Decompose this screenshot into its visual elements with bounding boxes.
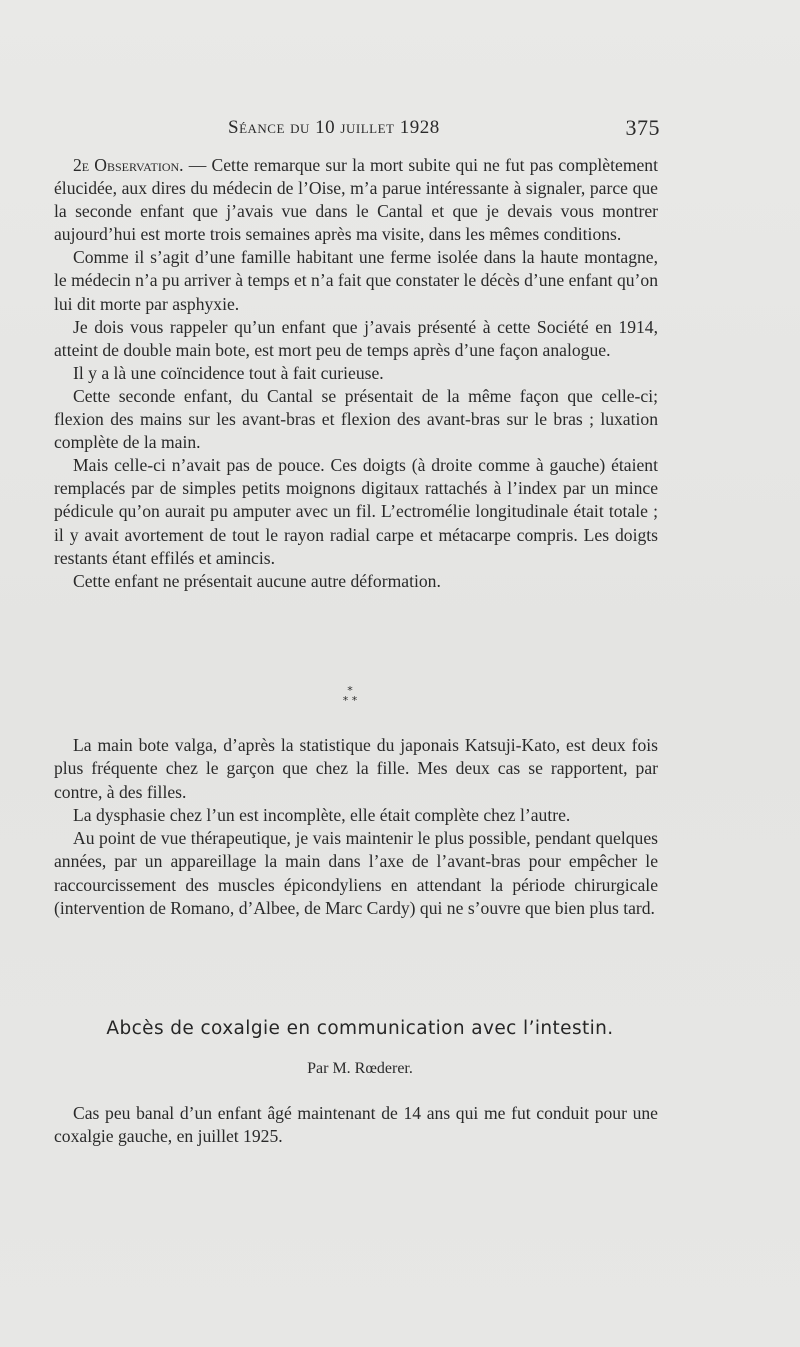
paragraph-text: — Cette remarque sur la mort subite qui ne fut pas complètement élucidée, aux dires du médecin de l’Oise, m’a parue intéressante à signaler, parce que la seconde enfant que j’avais vue dans le Cantal et que je devais vous montrer aujourd’hui est morte trois semaines après ma visite, dans les mêmes conditions. bbox=[54, 155, 658, 245]
paragraph: Cette enfant ne présentait aucune autre déformation. bbox=[73, 570, 441, 591]
paragraph: Cette seconde enfant, du Cantal se présentait de la même façon que celle-ci; flexion des mains sur les avant-bras et flexion des avant-bras sur le bras ; luxation complète de la main. bbox=[54, 385, 658, 453]
paragraph bbox=[54, 154, 658, 246]
paragraph: Mais celle-ci n’avait pas de pouce. Ces doigts (à droite comme à gauche) étaient remplacés par de simples petits moignons digitaux rattachés à l’index par un mince pédicule qu’on aurait pu amputer avec un fil. L’ectromélie longitudinale était totale ; il y avait avortement de tout le rayon radial carpe et métacarpe compris. Les doigts restants étant effilés et amincis. bbox=[54, 455, 658, 568]
observation-label: 2e Observation. bbox=[73, 155, 184, 175]
paragraph: Cas peu banal d’un enfant âgé maintenant de 14 ans qui me fut conduit pour une coxalgie gauche, en juillet 1925. bbox=[54, 1103, 658, 1147]
observation-section bbox=[54, 154, 658, 593]
asterisk-bottom: * * bbox=[342, 694, 358, 707]
asterisk-top: * bbox=[347, 684, 353, 697]
running-title: Séance du 10 juillet 1928 bbox=[228, 117, 440, 138]
section-separator bbox=[330, 686, 370, 706]
page-number: 375 bbox=[625, 115, 660, 140]
article-body bbox=[54, 1102, 658, 1149]
discussion-section bbox=[54, 734, 658, 920]
paragraph: Il y a là une coïncidence tout à fait curieuse. bbox=[73, 362, 384, 383]
article-byline: Par M. Rœderer. bbox=[307, 1060, 413, 1077]
paragraph: La main bote valga, d’après la statistique du japonais Katsuji-Kato, est deux fois plus fréquente chez le garçon que chez la fille. Mes deux cas se rapportent, par contre, à des filles. bbox=[54, 735, 658, 802]
paragraph: La dysphasie chez l’un est incomplète, elle était complète chez l’autre. bbox=[73, 804, 571, 825]
paragraph: Je dois vous rappeler qu’un enfant que j’avais présenté à cette Société en 1914, atteint de double main bote, est mort peu de temps après d’une façon analogue. bbox=[54, 316, 658, 360]
paragraph: Comme il s’agit d’une famille habitant une ferme isolée dans la haute montagne, le médecin n’a pu arriver à temps et n’a fait que constater le décès d’une enfant qu’on lui dit morte par asphyxie. bbox=[54, 247, 658, 314]
running-header bbox=[228, 113, 660, 143]
article-title: Abcès de coxalgie en communication avec l’intestin. bbox=[106, 1018, 614, 1039]
paragraph: Au point de vue thérapeutique, je vais maintenir le plus possible, pendant quelques années, par un appareillage la main dans l’axe de l’avant-bras pour empêcher le raccourcissement des muscles épicondyliens en attendant la période chirurgicale (intervention de Romano, d’Albee, de Marc Cardy) qui ne s’ouvre que bien plus tard. bbox=[54, 828, 658, 919]
